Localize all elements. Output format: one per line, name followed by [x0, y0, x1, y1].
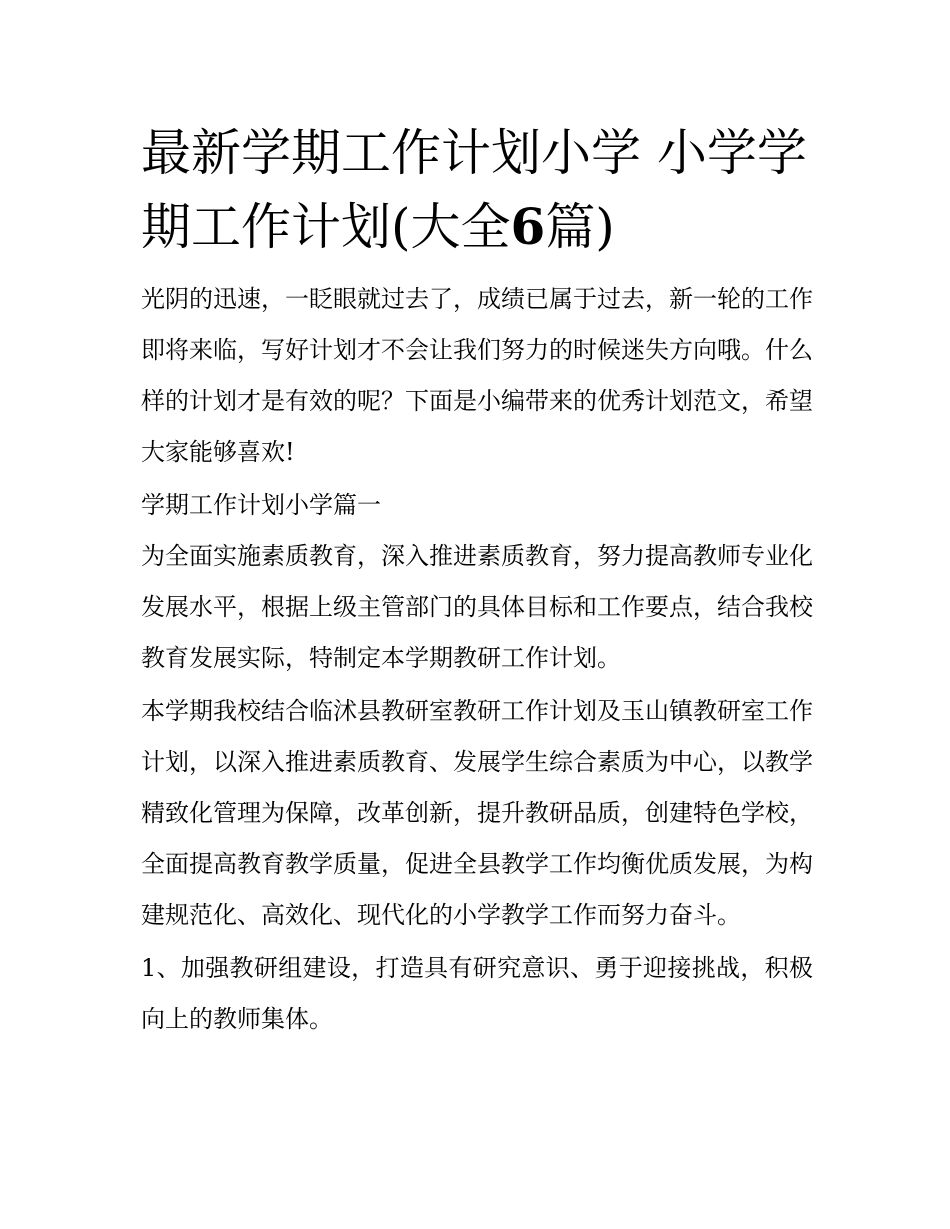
document-content	[141, 116, 813, 1047]
document-body	[141, 274, 813, 1045]
body-paragraph: 为全面实施素质教育，深入推进素质教育，努力提高教师专业化发展水平，根据上级主管部门的具体目标和工作要点，结合我校教育发展实际，特制定本学期教研工作计划。	[141, 542, 813, 672]
title-number: 6	[510, 197, 546, 256]
title-text: 最新学期工作计划小学 小学学期工作计划(大全	[141, 124, 807, 256]
intro-paragraph: 光阴的迅速，一眨眼就过去了，成绩已属于过去，新一轮的工作即将来临，写好计划才不会让我们努力的时候迷失方向哦。什么样的计划才是有效的呢？下面是小编带来的优秀计划范文，希望大家能够喜欢!	[141, 285, 813, 466]
body-paragraph: 本学期我校结合临沭县教研室教研工作计划及玉山镇教研室工作计划，以深入推进素质教育、发展学生综合素质为中心，以教学精致化管理为保障，改革创新，提升教研品质，创建特色学校，全面提高教育教学质量，促进全县教学工作均衡优质发展，为构建规范化、高效化、现代化的小学教学工作而努力奋斗。	[141, 697, 813, 929]
document-title	[141, 116, 813, 264]
list-item: 1、加强教研组建设，打造具有研究意识、勇于迎接挑战，积极向上的教师集体。	[141, 954, 813, 1033]
section-heading: 学期工作计划小学篇一	[141, 491, 381, 519]
title-suffix: 篇)	[545, 198, 615, 256]
